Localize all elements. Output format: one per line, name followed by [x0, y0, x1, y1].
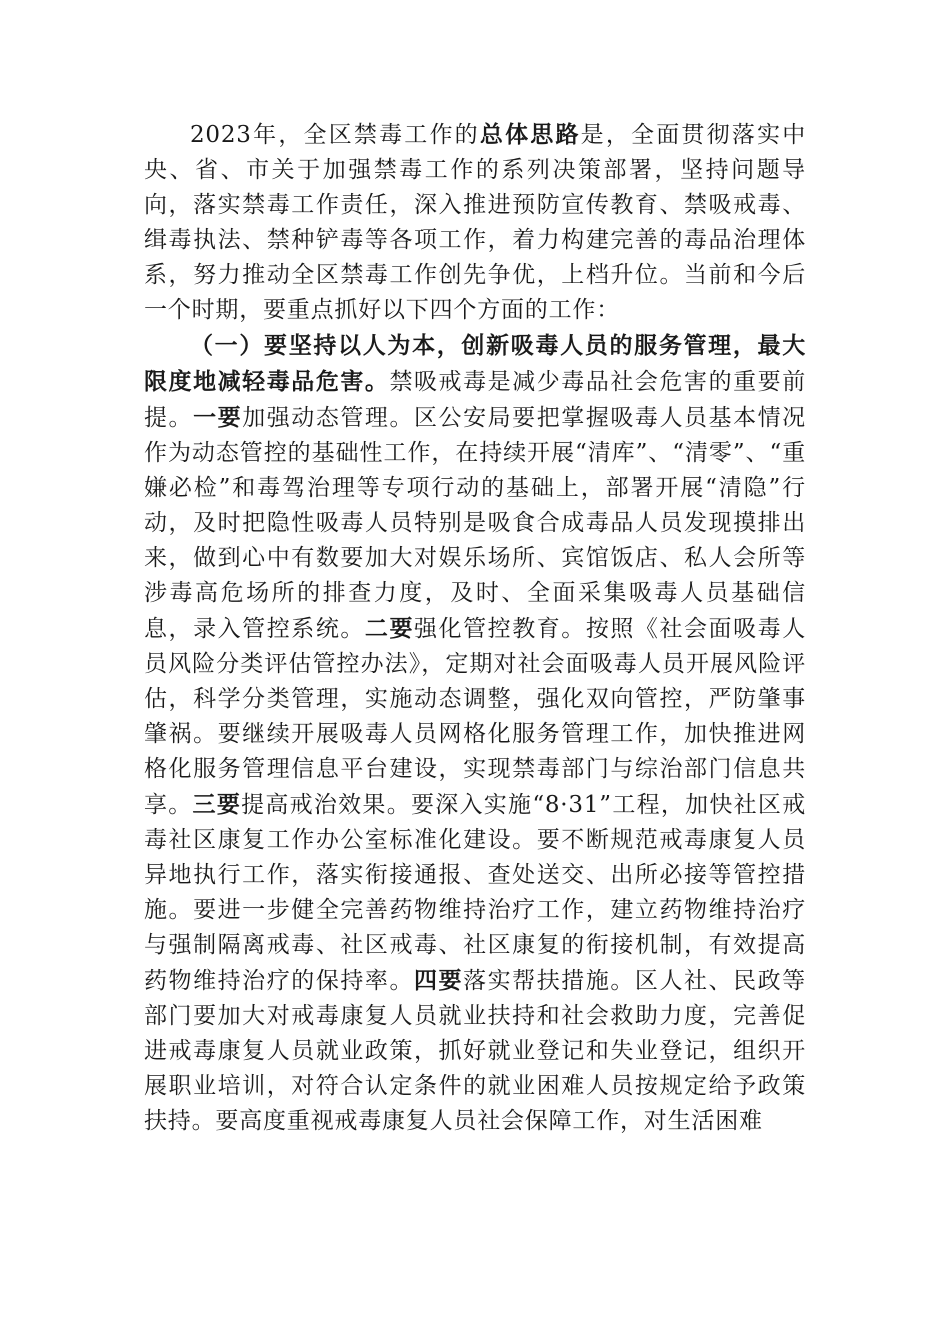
- item4-text: 落实帮扶措施。区人社、民政等部门要加大对戒毒康复人员就业扶持和社会救助力度，完善促进戒毒康复人员就业政策，抓好就业登记和失业登记，组织开展职业培训，对符合认定条件的就业困难人员按规定给予政策扶持。要高度重视戒毒康复人员社会保障工作，对生活困难: [144, 968, 806, 1134]
- item1-label: 一要: [193, 404, 243, 431]
- item3-text: 提高戒治效果。要深入实施“8·31”工程，加快社区戒毒社区康复工作办公室标准化建设。要不断规范戒毒康复人员异地执行工作，落实衔接通报、查处送交、出所必接等管控措施。要进一步健全完善药物维持治疗工作，建立药物维持治疗与强制隔离戒毒、社区戒毒、社区康复的衔接机制，有效提高药物维持治疗的保持率。: [144, 792, 806, 994]
- item3-label: 三要: [192, 791, 242, 818]
- paragraph-section-one: [144, 328, 806, 1139]
- document-body: [144, 117, 806, 1139]
- item2-label: 二要: [364, 615, 415, 642]
- section-one-intro: 禁吸戒毒是减少毒品社会危害的重要前提。: [144, 369, 807, 431]
- item2-text: 强化管控教育。按照《社会面吸毒人员风险分类评估管控办法》，定期对社会面吸毒人员开展风险评估，科学分类管理，实施动态调整，强化双向管控，严防肇事肇祸。要继续开展吸毒人员网格化服务管理工作，加快推进网格化服务管理信息平台建设，实现禁毒部门与综治部门信息共享。: [144, 616, 806, 818]
- p1-rest: 是，全面贯彻落实中央、省、市关于加强禁毒工作的系列决策部署，坚持问题导向，落实禁毒工作责任，深入推进预防宣传教育、禁吸戒毒、缉毒执法、禁种铲毒等各项工作，着力构建完善的毒品治理体系，努力推动全区禁毒工作创先争优，上档升位。当前和今后一个时期，要重点抓好以下四个方面的工作：: [144, 122, 807, 323]
- p1-bold-keyword: 总体思路: [479, 121, 581, 148]
- item4-label: 四要: [414, 967, 464, 994]
- item1-text: 加强动态管理。区公安局要把掌握吸毒人员基本情况作为动态管控的基础性工作，在持续开展“清库”、“清零”、“重嫌必检”和毒驾治理等专项行动的基础上，部署开展“清隐”行动，及时把隐性吸毒人员特别是吸食合成毒品人员发现摸排出来，做到心中有数要加大对娱乐场所、宾馆饭店、私人会所等涉毒高危场所的排查力度，及时、全面采集吸毒人员基础信息，录入管控系统。: [144, 405, 806, 642]
- paragraph-overall-approach: [144, 117, 806, 328]
- p1-lead: 2023年，全区禁毒工作的: [190, 122, 480, 148]
- section-one-heading: （一）要坚持以人为本，创新吸毒人员的服务管理，最大限度地减轻毒品危害。: [144, 332, 806, 395]
